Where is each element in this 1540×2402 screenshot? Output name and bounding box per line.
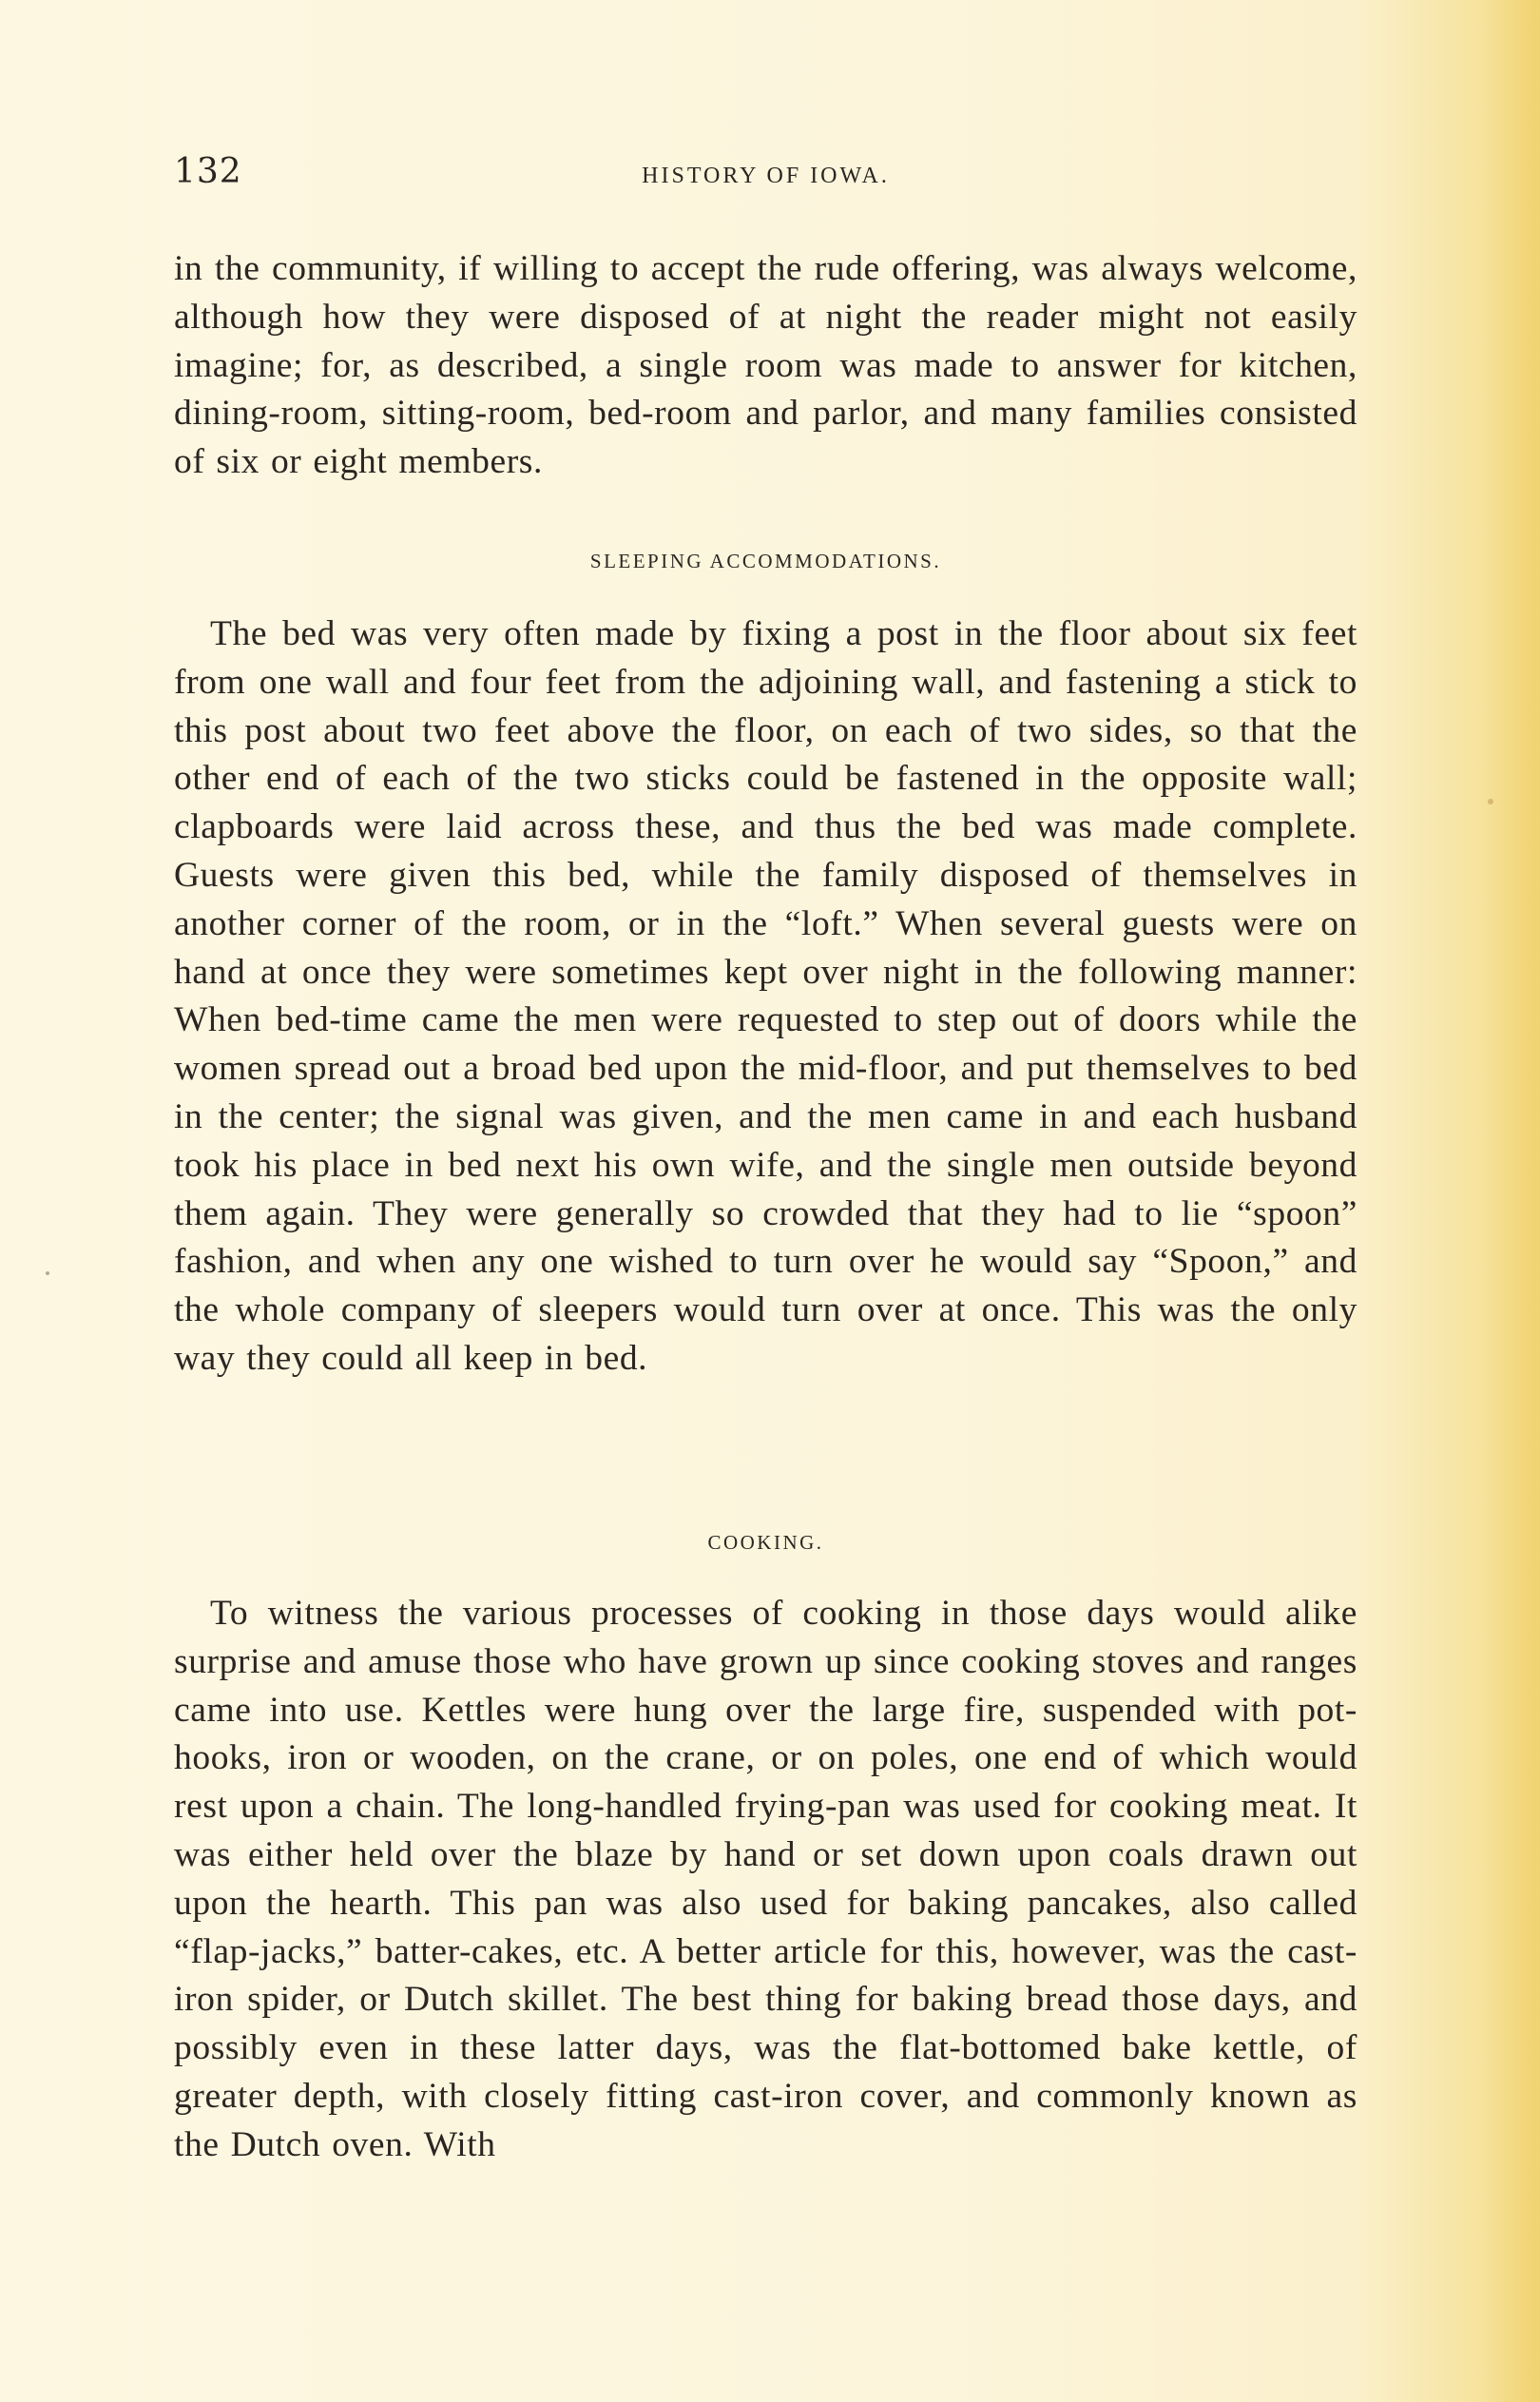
text-block-continuation — [174, 245, 1357, 487]
page-edge-shading — [1483, 0, 1540, 2402]
paper-speck — [46, 1271, 49, 1275]
paper-speck — [1488, 799, 1493, 804]
page-number: 132 — [174, 152, 242, 191]
text-block-sleeping — [174, 610, 1357, 1384]
section-heading-cooking: COOKING. — [707, 1531, 824, 1554]
text-block-cooking — [174, 1590, 1357, 2170]
page-header — [174, 152, 1357, 209]
paragraph-cooking: To witness the various processes of cooking in those days would alike surprise and amuse those who have grown up since cooking stoves and ranges came into use. Kettles were hung over the large fire, suspended with pot-hooks, iron or wooden, on the crane, or on poles, one end of which would rest upon a chain. The long-handled frying-pan was used for cooking meat. It was either held over the blaze by hand or set down upon coals drawn out upon the hearth. This pan was also used for baking pancakes, also called “flap-jacks,” batter-cakes, etc. A better article for this, however, was the cast-iron spider, or Dutch skillet. The best thing for baking bread those days, and possibly even in these latter days, was the flat-bottomed bake kettle, of greater depth, with closely fitting cast-iron cover, and commonly known as the Dutch oven. With — [174, 1594, 1357, 2164]
paragraph-sleeping: The bed was very often made by fixing a post in the floor about six feet from one wall and four feet from the adjoining wall, and fastening a stick to this post about two feet above the floor, on each of two sides, so that the other end of each of the two sticks could be fastened in the opposite wall; clapboards were laid across these, and thus the bed was made complete. Guests were given this bed, while the family disposed of themselves in another corner of the room, or in the “loft.” When several guests were on hand at once they were sometimes kept over night in the following manner: When bed-time came the men were requested to step out of doors while the women spread out a broad bed upon the mid-floor, and put themselves to bed in the center; the signal was given, and the men came in and each husband took his place in bed next his own wife, and the single men outside beyond them again. They were generally so crowded that they had to lie “spoon” fashion, and when any one wished to turn over he would say “Spoon,” and the whole company of sleepers would turn over at once. This was the only way they could all keep in bed. — [174, 614, 1357, 1378]
paragraph-continuation: in the community, if willing to accept the rude offering, was always welcome, although how they were disposed of at night the reader might not easily imagine; for, as described, a single room was made to answer for kitchen, dining-room, sitting-room, bed-room and parlor, and many families consisted of six or eight members. — [174, 249, 1357, 482]
running-title: HISTORY OF IOWA. — [642, 164, 890, 188]
section-heading-sleeping: SLEEPING ACCOMMODATIONS. — [589, 550, 942, 572]
